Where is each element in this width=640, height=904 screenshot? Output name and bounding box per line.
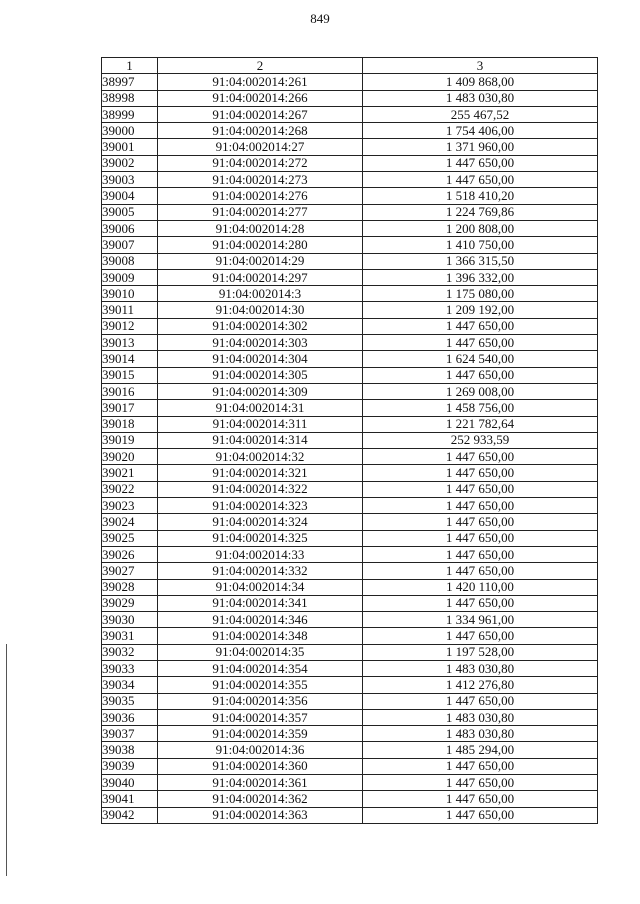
cadastral-number-cell: 91:04:002014:27 bbox=[158, 139, 363, 155]
table-row bbox=[102, 172, 598, 188]
table-row bbox=[102, 416, 598, 432]
cadastral-number-cell: 91:04:002014:277 bbox=[158, 204, 363, 220]
cadastral-number-cell: 91:04:002014:314 bbox=[158, 432, 363, 448]
cadastral-value-cell: 1 483 030,80 bbox=[363, 709, 598, 725]
table-row bbox=[102, 351, 598, 367]
cadastral-number-cell: 91:04:002014:273 bbox=[158, 172, 363, 188]
table-row bbox=[102, 709, 598, 725]
cadastral-number-cell: 91:04:002014:302 bbox=[158, 318, 363, 334]
row-number-cell: 39004 bbox=[102, 188, 158, 204]
row-number-cell: 39020 bbox=[102, 449, 158, 465]
cadastral-value-cell: 1 447 650,00 bbox=[363, 693, 598, 709]
cadastral-number-cell: 91:04:002014:305 bbox=[158, 367, 363, 383]
cadastral-value-cell: 1 371 960,00 bbox=[363, 139, 598, 155]
row-number-cell: 39023 bbox=[102, 498, 158, 514]
cadastral-value-cell: 1 447 650,00 bbox=[363, 530, 598, 546]
cadastral-number-cell: 91:04:002014:272 bbox=[158, 155, 363, 171]
table-row bbox=[102, 220, 598, 236]
table-row bbox=[102, 758, 598, 774]
cadastral-number-cell: 91:04:002014:35 bbox=[158, 644, 363, 660]
table-row bbox=[102, 400, 598, 416]
row-number-cell: 39000 bbox=[102, 123, 158, 139]
table-row bbox=[102, 253, 598, 269]
cadastral-number-cell: 91:04:002014:360 bbox=[158, 758, 363, 774]
row-number-cell: 39006 bbox=[102, 220, 158, 236]
table-row bbox=[102, 742, 598, 758]
cadastral-number-cell: 91:04:002014:357 bbox=[158, 709, 363, 725]
cadastral-number-cell: 91:04:002014:32 bbox=[158, 449, 363, 465]
cadastral-number-cell: 91:04:002014:3 bbox=[158, 286, 363, 302]
column-header-1: 1 bbox=[102, 58, 158, 74]
row-number-cell: 39007 bbox=[102, 237, 158, 253]
row-number-cell: 39013 bbox=[102, 335, 158, 351]
cadastral-value-cell: 1 197 528,00 bbox=[363, 644, 598, 660]
table-row bbox=[102, 595, 598, 611]
cadastral-number-cell: 91:04:002014:325 bbox=[158, 530, 363, 546]
cadastral-value-cell: 1 447 650,00 bbox=[363, 155, 598, 171]
row-number-cell: 39016 bbox=[102, 383, 158, 399]
cadastral-value-cell: 1 224 769,86 bbox=[363, 204, 598, 220]
table-row bbox=[102, 628, 598, 644]
cadastral-value-cell: 1 396 332,00 bbox=[363, 269, 598, 285]
cadastral-value-cell: 1 447 650,00 bbox=[363, 775, 598, 791]
row-number-cell: 39002 bbox=[102, 155, 158, 171]
table-row bbox=[102, 204, 598, 220]
cadastral-value-cell: 1 754 406,00 bbox=[363, 123, 598, 139]
table-row bbox=[102, 90, 598, 106]
cadastral-number-cell: 91:04:002014:280 bbox=[158, 237, 363, 253]
cadastral-value-cell: 1 447 650,00 bbox=[363, 595, 598, 611]
row-number-cell: 39014 bbox=[102, 351, 158, 367]
row-number-cell: 39039 bbox=[102, 758, 158, 774]
cadastral-value-cell: 1 483 030,80 bbox=[363, 726, 598, 742]
row-number-cell: 39028 bbox=[102, 579, 158, 595]
row-number-cell: 39031 bbox=[102, 628, 158, 644]
registry-table bbox=[101, 57, 598, 824]
row-number-cell: 39001 bbox=[102, 139, 158, 155]
cadastral-number-cell: 91:04:002014:356 bbox=[158, 693, 363, 709]
table-row bbox=[102, 367, 598, 383]
row-number-cell: 39032 bbox=[102, 644, 158, 660]
cadastral-number-cell: 91:04:002014:276 bbox=[158, 188, 363, 204]
cadastral-number-cell: 91:04:002014:332 bbox=[158, 563, 363, 579]
table-row bbox=[102, 546, 598, 562]
row-number-cell: 39029 bbox=[102, 595, 158, 611]
cadastral-value-cell: 1 483 030,80 bbox=[363, 660, 598, 676]
cadastral-value-cell: 1 447 650,00 bbox=[363, 318, 598, 334]
cadastral-value-cell: 1 175 080,00 bbox=[363, 286, 598, 302]
row-number-cell: 39003 bbox=[102, 172, 158, 188]
cadastral-value-cell: 1 447 650,00 bbox=[363, 367, 598, 383]
table-row bbox=[102, 302, 598, 318]
cadastral-value-cell: 1 485 294,00 bbox=[363, 742, 598, 758]
row-number-cell: 39010 bbox=[102, 286, 158, 302]
table-row bbox=[102, 481, 598, 497]
cadastral-value-cell: 1 366 315,50 bbox=[363, 253, 598, 269]
cadastral-number-cell: 91:04:002014:33 bbox=[158, 546, 363, 562]
column-header-2: 2 bbox=[158, 58, 363, 74]
row-number-cell: 39018 bbox=[102, 416, 158, 432]
cadastral-number-cell: 91:04:002014:267 bbox=[158, 106, 363, 122]
row-number-cell: 39033 bbox=[102, 660, 158, 676]
cadastral-number-cell: 91:04:002014:29 bbox=[158, 253, 363, 269]
cadastral-number-cell: 91:04:002014:346 bbox=[158, 612, 363, 628]
row-number-cell: 39011 bbox=[102, 302, 158, 318]
cadastral-number-cell: 91:04:002014:266 bbox=[158, 90, 363, 106]
row-number-cell: 38999 bbox=[102, 106, 158, 122]
table-row bbox=[102, 383, 598, 399]
row-number-cell: 39027 bbox=[102, 563, 158, 579]
cadastral-value-cell: 1 447 650,00 bbox=[363, 628, 598, 644]
table-row bbox=[102, 693, 598, 709]
cadastral-number-cell: 91:04:002014:30 bbox=[158, 302, 363, 318]
row-number-cell: 39026 bbox=[102, 546, 158, 562]
cadastral-number-cell: 91:04:002014:355 bbox=[158, 677, 363, 693]
row-number-cell: 39015 bbox=[102, 367, 158, 383]
cadastral-value-cell: 1 447 650,00 bbox=[363, 563, 598, 579]
table-row bbox=[102, 432, 598, 448]
table-row bbox=[102, 807, 598, 823]
row-number-cell: 39008 bbox=[102, 253, 158, 269]
row-number-cell: 39012 bbox=[102, 318, 158, 334]
row-number-cell: 39017 bbox=[102, 400, 158, 416]
row-number-cell: 39040 bbox=[102, 775, 158, 791]
row-number-cell: 39024 bbox=[102, 514, 158, 530]
cadastral-number-cell: 91:04:002014:28 bbox=[158, 220, 363, 236]
table-row bbox=[102, 465, 598, 481]
table-row bbox=[102, 791, 598, 807]
cadastral-value-cell: 1 447 650,00 bbox=[363, 481, 598, 497]
table-row bbox=[102, 335, 598, 351]
cadastral-number-cell: 91:04:002014:304 bbox=[158, 351, 363, 367]
cadastral-value-cell: 1 410 750,00 bbox=[363, 237, 598, 253]
row-number-cell: 39035 bbox=[102, 693, 158, 709]
cadastral-number-cell: 91:04:002014:34 bbox=[158, 579, 363, 595]
table-row bbox=[102, 726, 598, 742]
cadastral-value-cell: 1 483 030,80 bbox=[363, 90, 598, 106]
cadastral-number-cell: 91:04:002014:261 bbox=[158, 74, 363, 90]
table-row bbox=[102, 449, 598, 465]
cadastral-value-cell: 1 447 650,00 bbox=[363, 514, 598, 530]
cadastral-number-cell: 91:04:002014:268 bbox=[158, 123, 363, 139]
cadastral-value-cell: 1 269 008,00 bbox=[363, 383, 598, 399]
table-row bbox=[102, 612, 598, 628]
cadastral-value-cell: 1 518 410,20 bbox=[363, 188, 598, 204]
cadastral-value-cell: 1 458 756,00 bbox=[363, 400, 598, 416]
cadastral-value-cell: 252 933,59 bbox=[363, 432, 598, 448]
cadastral-number-cell: 91:04:002014:363 bbox=[158, 807, 363, 823]
row-number-cell: 39038 bbox=[102, 742, 158, 758]
table-row bbox=[102, 269, 598, 285]
cadastral-value-cell: 1 447 650,00 bbox=[363, 498, 598, 514]
row-number-cell: 39030 bbox=[102, 612, 158, 628]
cadastral-number-cell: 91:04:002014:359 bbox=[158, 726, 363, 742]
row-number-cell: 39009 bbox=[102, 269, 158, 285]
table-row bbox=[102, 644, 598, 660]
table-row bbox=[102, 318, 598, 334]
table-row bbox=[102, 74, 598, 90]
table-row bbox=[102, 530, 598, 546]
row-number-cell: 39025 bbox=[102, 530, 158, 546]
cadastral-value-cell: 1 447 650,00 bbox=[363, 791, 598, 807]
cadastral-value-cell: 1 334 961,00 bbox=[363, 612, 598, 628]
cadastral-number-cell: 91:04:002014:348 bbox=[158, 628, 363, 644]
table-body bbox=[102, 74, 598, 824]
scan-margin-line bbox=[6, 644, 7, 876]
table-row bbox=[102, 775, 598, 791]
cadastral-number-cell: 91:04:002014:297 bbox=[158, 269, 363, 285]
cadastral-value-cell: 1 221 782,64 bbox=[363, 416, 598, 432]
cadastral-value-cell: 1 447 650,00 bbox=[363, 465, 598, 481]
cadastral-number-cell: 91:04:002014:362 bbox=[158, 791, 363, 807]
cadastral-value-cell: 1 209 192,00 bbox=[363, 302, 598, 318]
cadastral-number-cell: 91:04:002014:31 bbox=[158, 400, 363, 416]
cadastral-number-cell: 91:04:002014:303 bbox=[158, 335, 363, 351]
cadastral-number-cell: 91:04:002014:311 bbox=[158, 416, 363, 432]
cadastral-value-cell: 1 447 650,00 bbox=[363, 335, 598, 351]
cadastral-value-cell: 1 624 540,00 bbox=[363, 351, 598, 367]
page-number: 849 bbox=[310, 11, 330, 26]
cadastral-number-cell: 91:04:002014:322 bbox=[158, 481, 363, 497]
cadastral-value-cell: 1 447 650,00 bbox=[363, 172, 598, 188]
table-row bbox=[102, 286, 598, 302]
row-number-cell: 39041 bbox=[102, 791, 158, 807]
cadastral-value-cell: 1 409 868,00 bbox=[363, 74, 598, 90]
table-row bbox=[102, 677, 598, 693]
table-row bbox=[102, 579, 598, 595]
cadastral-number-cell: 91:04:002014:354 bbox=[158, 660, 363, 676]
row-number-cell: 39019 bbox=[102, 432, 158, 448]
table-row bbox=[102, 498, 598, 514]
row-number-cell: 39034 bbox=[102, 677, 158, 693]
cadastral-number-cell: 91:04:002014:321 bbox=[158, 465, 363, 481]
cadastral-number-cell: 91:04:002014:361 bbox=[158, 775, 363, 791]
cadastral-number-cell: 91:04:002014:341 bbox=[158, 595, 363, 611]
row-number-cell: 38998 bbox=[102, 90, 158, 106]
row-number-cell: 39005 bbox=[102, 204, 158, 220]
table-row bbox=[102, 237, 598, 253]
table-row bbox=[102, 155, 598, 171]
row-number-cell: 39036 bbox=[102, 709, 158, 725]
column-header-3: 3 bbox=[363, 58, 598, 74]
table-row bbox=[102, 660, 598, 676]
table-row bbox=[102, 139, 598, 155]
cadastral-value-cell: 255 467,52 bbox=[363, 106, 598, 122]
row-number-cell: 39021 bbox=[102, 465, 158, 481]
cadastral-value-cell: 1 447 650,00 bbox=[363, 546, 598, 562]
table-row bbox=[102, 106, 598, 122]
cadastral-number-cell: 91:04:002014:324 bbox=[158, 514, 363, 530]
cadastral-value-cell: 1 200 808,00 bbox=[363, 220, 598, 236]
cadastral-number-cell: 91:04:002014:323 bbox=[158, 498, 363, 514]
cadastral-value-cell: 1 420 110,00 bbox=[363, 579, 598, 595]
row-number-cell: 38997 bbox=[102, 74, 158, 90]
row-number-cell: 39037 bbox=[102, 726, 158, 742]
table-row bbox=[102, 563, 598, 579]
cadastral-number-cell: 91:04:002014:36 bbox=[158, 742, 363, 758]
cadastral-value-cell: 1 447 650,00 bbox=[363, 807, 598, 823]
table-header-row bbox=[102, 58, 598, 74]
cadastral-value-cell: 1 447 650,00 bbox=[363, 758, 598, 774]
table-row bbox=[102, 123, 598, 139]
cadastral-value-cell: 1 447 650,00 bbox=[363, 449, 598, 465]
cadastral-number-cell: 91:04:002014:309 bbox=[158, 383, 363, 399]
table-row bbox=[102, 514, 598, 530]
row-number-cell: 39042 bbox=[102, 807, 158, 823]
row-number-cell: 39022 bbox=[102, 481, 158, 497]
table-row bbox=[102, 188, 598, 204]
cadastral-value-cell: 1 412 276,80 bbox=[363, 677, 598, 693]
